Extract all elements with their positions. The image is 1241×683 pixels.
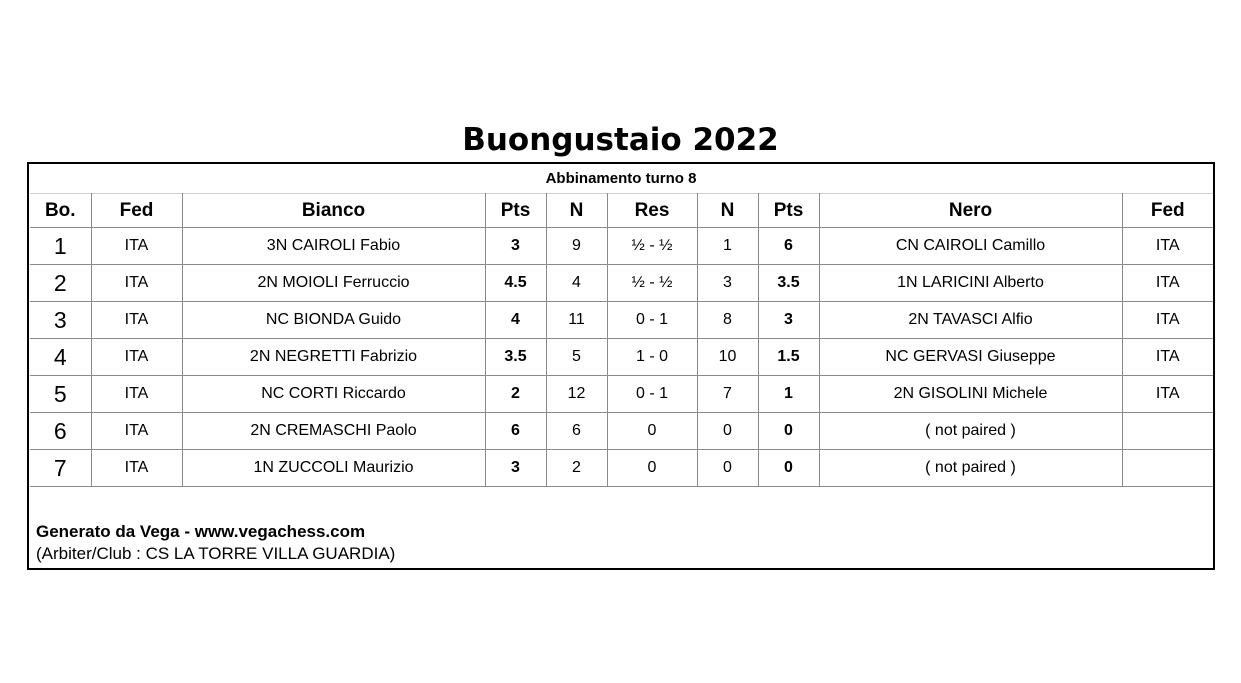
cell-white-fed: ITA <box>91 376 182 413</box>
cell-white-player: 3N CAIROLI Fabio <box>182 228 485 265</box>
cell-black-n: 1 <box>697 228 758 265</box>
table-row <box>30 339 1213 376</box>
cell-white-n: 12 <box>546 376 607 413</box>
cell-black-pts: 0 <box>758 450 819 487</box>
cell-black-player: ( not paired ) <box>819 413 1122 450</box>
cell-result: 1 - 0 <box>607 339 697 376</box>
cell-white-player: 1N ZUCCOLI Maurizio <box>182 450 485 487</box>
cell-black-fed: ITA <box>1122 339 1213 376</box>
cell-white-n: 4 <box>546 265 607 302</box>
table-row <box>30 265 1213 302</box>
table-row <box>30 450 1213 487</box>
cell-black-n: 7 <box>697 376 758 413</box>
cell-white-pts: 3 <box>485 450 546 487</box>
header-row <box>30 194 1213 228</box>
cell-result: 0 <box>607 413 697 450</box>
cell-white-pts: 4 <box>485 302 546 339</box>
cell-white-pts: 2 <box>485 376 546 413</box>
cell-board: 6 <box>30 413 91 450</box>
cell-result: 0 - 1 <box>607 302 697 339</box>
cell-black-pts: 6 <box>758 228 819 265</box>
pairings-table <box>30 193 1213 487</box>
pairings-frame <box>27 162 1215 570</box>
cell-black-player: NC GERVASI Giuseppe <box>819 339 1122 376</box>
cell-white-player: NC BIONDA Guido <box>182 302 485 339</box>
cell-white-fed: ITA <box>91 265 182 302</box>
header-white-fed: Fed <box>91 194 182 228</box>
header-black: Nero <box>819 194 1122 228</box>
cell-white-n: 11 <box>546 302 607 339</box>
cell-result: 0 - 1 <box>607 376 697 413</box>
cell-black-n: 3 <box>697 265 758 302</box>
cell-result: ½ - ½ <box>607 265 697 302</box>
cell-black-fed: ITA <box>1122 228 1213 265</box>
cell-black-pts: 3 <box>758 302 819 339</box>
cell-black-fed: ITA <box>1122 302 1213 339</box>
table-row <box>30 302 1213 339</box>
cell-white-fed: ITA <box>91 339 182 376</box>
cell-white-player: 2N CREMASCHI Paolo <box>182 413 485 450</box>
cell-board: 3 <box>30 302 91 339</box>
cell-white-fed: ITA <box>91 302 182 339</box>
arbiter-note: (Arbiter/Club : CS LA TORRE VILLA GUARDIA) <box>36 544 396 563</box>
cell-white-pts: 4.5 <box>485 265 546 302</box>
cell-white-pts: 3 <box>485 228 546 265</box>
cell-black-player: 2N TAVASCI Alfio <box>819 302 1122 339</box>
cell-white-fed: ITA <box>91 413 182 450</box>
cell-black-fed: ITA <box>1122 376 1213 413</box>
header-white-pts: Pts <box>485 194 546 228</box>
cell-black-fed <box>1122 450 1213 487</box>
header-black-pts: Pts <box>758 194 819 228</box>
cell-board: 7 <box>30 450 91 487</box>
cell-black-player: CN CAIROLI Camillo <box>819 228 1122 265</box>
cell-black-pts: 1 <box>758 376 819 413</box>
cell-white-n: 9 <box>546 228 607 265</box>
cell-board: 4 <box>30 339 91 376</box>
table-row <box>30 228 1213 265</box>
cell-white-n: 2 <box>546 450 607 487</box>
header-white: Bianco <box>182 194 485 228</box>
header-white-n: N <box>546 194 607 228</box>
cell-black-player: 2N GISOLINI Michele <box>819 376 1122 413</box>
cell-black-player: 1N LARICINI Alberto <box>819 265 1122 302</box>
round-subtitle: Abbinamento turno 8 <box>545 170 697 187</box>
cell-board: 5 <box>30 376 91 413</box>
cell-black-fed: ITA <box>1122 265 1213 302</box>
cell-black-pts: 0 <box>758 413 819 450</box>
header-board: Bo. <box>30 194 91 228</box>
header-black-n: N <box>697 194 758 228</box>
cell-black-pts: 3.5 <box>758 265 819 302</box>
cell-black-pts: 1.5 <box>758 339 819 376</box>
header-black-fed: Fed <box>1122 194 1213 228</box>
cell-white-pts: 3.5 <box>485 339 546 376</box>
cell-board: 2 <box>30 265 91 302</box>
cell-white-player: 2N MOIOLI Ferruccio <box>182 265 485 302</box>
cell-result: ½ - ½ <box>607 228 697 265</box>
cell-white-fed: ITA <box>91 450 182 487</box>
cell-white-fed: ITA <box>91 228 182 265</box>
cell-black-n: 8 <box>697 302 758 339</box>
cell-white-pts: 6 <box>485 413 546 450</box>
cell-white-n: 5 <box>546 339 607 376</box>
cell-black-fed <box>1122 413 1213 450</box>
cell-white-player: 2N NEGRETTI Fabrizio <box>182 339 485 376</box>
cell-black-n: 10 <box>697 339 758 376</box>
page-title: Buongustaio 2022 <box>462 122 779 158</box>
cell-black-player: ( not paired ) <box>819 450 1122 487</box>
generator-note: Generato da Vega - www.vegachess.com <box>36 522 366 541</box>
cell-black-n: 0 <box>697 450 758 487</box>
table-row <box>30 376 1213 413</box>
header-result: Res <box>607 194 697 228</box>
cell-board: 1 <box>30 228 91 265</box>
cell-result: 0 <box>607 450 697 487</box>
table-row <box>30 413 1213 450</box>
cell-black-n: 0 <box>697 413 758 450</box>
cell-white-n: 6 <box>546 413 607 450</box>
cell-white-player: NC CORTI Riccardo <box>182 376 485 413</box>
